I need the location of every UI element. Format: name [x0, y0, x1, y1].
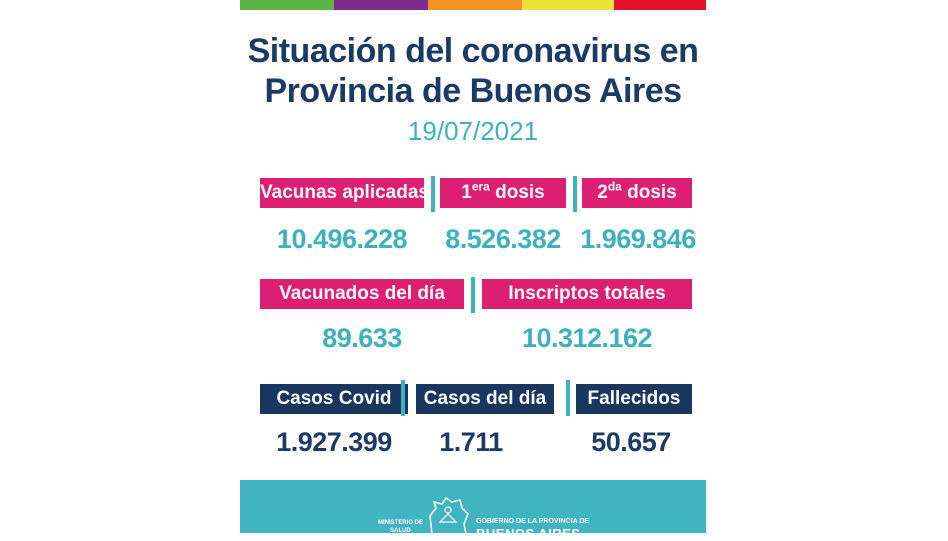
fallecidos-value: 50.657 — [591, 427, 671, 457]
stripe-orange — [428, 0, 522, 10]
vacunados-dia-value: 89.633 — [322, 323, 402, 353]
segunda-dosis-label — [582, 178, 692, 208]
separator — [573, 176, 577, 212]
stripe-red — [614, 0, 706, 10]
footer-banner — [240, 480, 706, 541]
separator — [401, 380, 405, 416]
gobierno-text: GOBIERNO DE LA PROVINCIA DE — [476, 518, 590, 525]
stripe-yellow — [522, 0, 614, 10]
inscriptos-totales-label: Inscriptos totales — [482, 279, 692, 309]
casos-dia-value: 1.711 — [439, 427, 503, 457]
inscriptos-totales-value: 10.312.162 — [521, 323, 653, 353]
segunda-dosis-number: 2 — [597, 182, 608, 203]
ministerio-line-2: SALUD — [390, 528, 411, 534]
casos-dia-label: Casos del día — [416, 384, 554, 414]
report-date: 19/07/2021 — [407, 116, 539, 146]
infographic-card — [240, 0, 706, 541]
buenos-aires-text: BUENOS AIRES — [476, 526, 581, 541]
primera-dosis-label — [440, 178, 566, 208]
segunda-dosis-suffix: da — [607, 179, 622, 194]
primera-dosis-word: dosis — [495, 182, 545, 203]
ministerio-line-1: MINISTERIO DE — [378, 520, 424, 526]
separator — [471, 277, 475, 313]
vacunados-dia-label: Vacunados del día — [260, 279, 464, 309]
casos-covid-label: Casos Covid — [260, 384, 408, 414]
primera-dosis-number: 1 — [461, 182, 472, 203]
title-line-2: Provincia de Buenos Aires — [264, 72, 682, 110]
segunda-dosis-value: 1.969.846 — [580, 224, 696, 254]
stripe-purple — [334, 0, 428, 10]
vacunas-aplicadas-label: Vacunas aplicadas — [260, 178, 424, 208]
casos-covid-value: 1.927.399 — [276, 427, 392, 457]
primera-dosis-suffix: era — [471, 179, 490, 194]
separator — [431, 176, 435, 212]
stripe-green — [240, 0, 334, 10]
vacunas-aplicadas-value: 10.496.228 — [276, 224, 408, 254]
province-shield-icon — [426, 496, 470, 536]
title-line-1: Situación del coronavirus en — [247, 32, 699, 70]
fallecidos-label: Fallecidos — [576, 384, 692, 414]
segunda-dosis-word: dosis — [627, 182, 677, 203]
primera-dosis-value: 8.526.382 — [445, 224, 561, 254]
separator — [566, 380, 570, 416]
